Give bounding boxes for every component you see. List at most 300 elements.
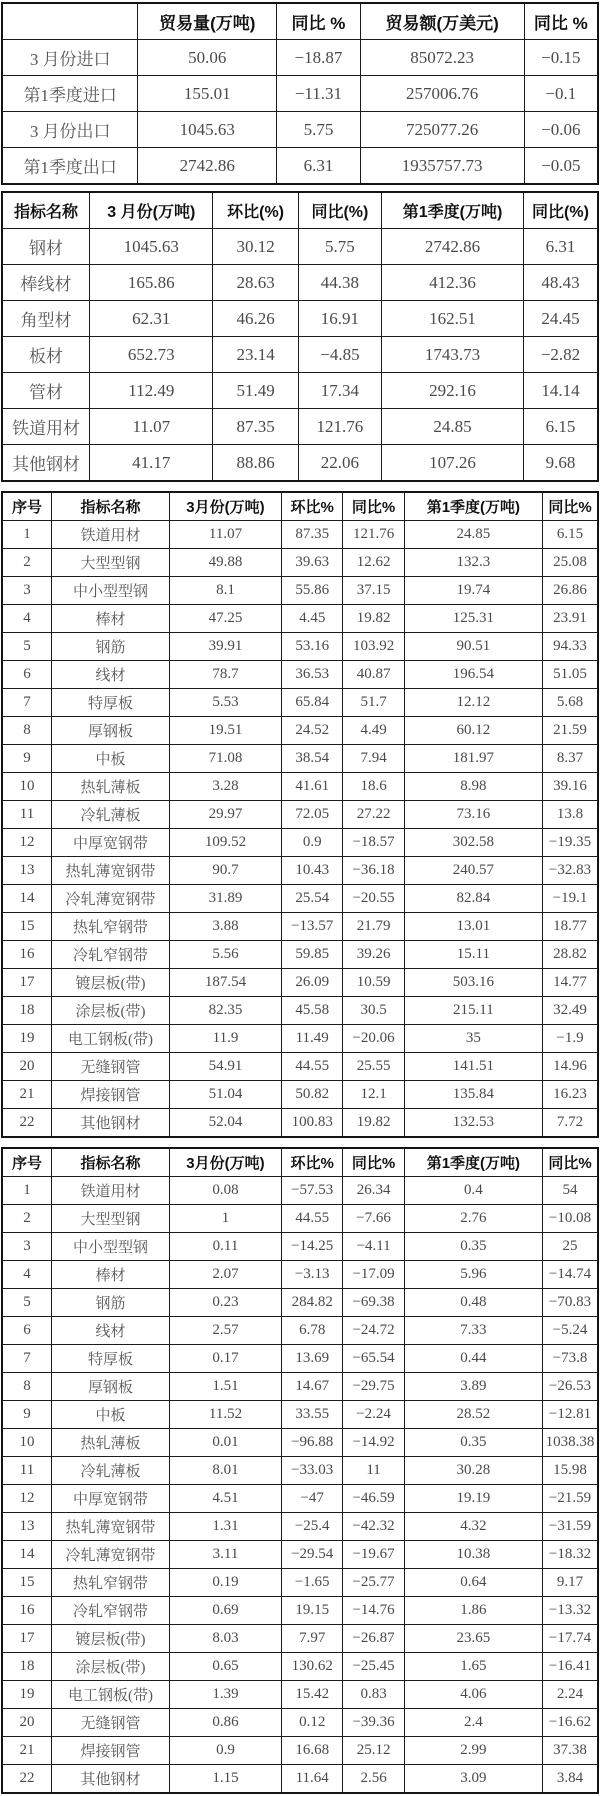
value-cell: 13.69 [282,1345,343,1373]
column-header: 第1季度(万吨) [404,1148,542,1177]
value-cell: 135.84 [404,1081,542,1109]
value-cell: 30.5 [343,997,404,1025]
value-cell: 10.43 [282,857,343,885]
value-cell: 165.86 [90,265,213,301]
value-cell: −19.67 [343,1541,404,1569]
row-label: 铁道用材 [51,1177,169,1205]
row-label: 焊接钢管 [51,1737,169,1765]
trade-summary-table [1,2,599,185]
value-cell: 44.38 [298,265,381,301]
value-cell: 25.54 [282,885,343,913]
value-cell: −18.32 [543,1541,598,1569]
value-cell: 4.49 [343,717,404,745]
row-label: 冷轧薄宽钢带 [51,1541,169,1569]
value-cell: −42.32 [343,1513,404,1541]
value-cell: 48.43 [523,265,598,301]
value-cell: 54.91 [169,1053,281,1081]
value-cell: 19 [2,1025,51,1053]
value-cell: −17.09 [343,1261,404,1289]
table-row [2,265,598,301]
value-cell: 412.36 [382,265,524,301]
table-row [2,1541,598,1569]
value-cell: 4.51 [169,1485,281,1513]
row-label: 中小型型钢 [51,1233,169,1261]
value-cell: 21.59 [543,717,598,745]
value-cell: 21 [2,1737,51,1765]
value-cell: 25 [543,1233,598,1261]
value-cell: 3.09 [404,1765,542,1794]
row-label: 板材 [2,337,90,373]
row-label: 角型材 [2,301,90,337]
export-detail-table [1,491,599,1138]
value-cell: 4.06 [404,1681,542,1709]
value-cell: 14 [2,1541,51,1569]
value-cell: 5.56 [169,941,281,969]
row-label: 热轧窄钢带 [51,913,169,941]
table-row [2,1261,598,1289]
value-cell: 26.86 [543,577,598,605]
value-cell: 1.86 [404,1597,542,1625]
value-cell: 12.12 [404,689,542,717]
value-cell: 24.45 [523,301,598,337]
table-row [2,633,598,661]
row-label: 冷轧薄板 [51,801,169,829]
column-header: 同比% [543,1148,598,1177]
row-label: 涂层板(带) [51,997,169,1025]
row-label: 其他钢材 [2,445,90,482]
table-row [2,1109,598,1138]
value-cell: 13 [2,857,51,885]
table-row [2,1373,598,1401]
value-cell: 103.92 [343,633,404,661]
value-cell: 2.4 [404,1709,542,1737]
value-cell: −1.65 [282,1569,343,1597]
value-cell: 41.17 [90,445,213,482]
table-row [2,885,598,913]
value-cell: 725077.26 [360,112,524,148]
row-label: 涂层板(带) [51,1653,169,1681]
row-label: 镀层板(带) [51,969,169,997]
value-cell: 5.75 [298,229,381,265]
column-header: 指标名称 [2,192,90,229]
column-header: 序号 [2,492,51,521]
value-cell: 1 [2,1177,51,1205]
row-label: 钢材 [2,229,90,265]
column-header: 第1季度(万吨) [382,192,524,229]
table-row [2,1681,598,1709]
value-cell: 3 [2,1233,51,1261]
value-cell: 7.33 [404,1317,542,1345]
value-cell: 2 [2,549,51,577]
value-cell: 51.05 [543,661,598,689]
value-cell: −25.77 [343,1569,404,1597]
value-cell: 2.07 [169,1261,281,1289]
table-row [2,1737,598,1765]
row-label: 热轧薄宽钢带 [51,857,169,885]
value-cell: 46.26 [213,301,298,337]
row-label: 管材 [2,373,90,409]
value-cell: 11 [343,1457,404,1485]
value-cell: 15 [2,913,51,941]
value-cell: −0.06 [524,112,598,148]
value-cell: 7 [2,1345,51,1373]
value-cell: 3 [2,577,51,605]
table-row [2,605,598,633]
value-cell: 13.01 [404,913,542,941]
row-label: 棒材 [51,605,169,633]
column-header: 贸易量(万吨) [138,3,277,40]
value-cell: 7.94 [343,745,404,773]
value-cell: 49.88 [169,549,281,577]
table-row [2,1625,598,1653]
value-cell: 1045.63 [138,112,277,148]
value-cell: 12.62 [343,549,404,577]
value-cell: 22 [2,1765,51,1794]
value-cell: −2.24 [343,1401,404,1429]
value-cell: 17 [2,969,51,997]
column-header: 环比(%) [213,192,298,229]
value-cell: 39.91 [169,633,281,661]
value-cell: −57.53 [282,1177,343,1205]
row-label: 其他钢材 [51,1109,169,1138]
value-cell: 13 [2,1513,51,1541]
column-header: 同比% [343,492,404,521]
value-cell: 19.19 [404,1485,542,1513]
value-cell: 9 [2,745,51,773]
value-cell: 26.34 [343,1177,404,1205]
value-cell: 10 [2,1429,51,1457]
value-cell: −7.66 [343,1205,404,1233]
row-label: 铁道用材 [51,521,169,549]
value-cell: 11.49 [282,1025,343,1053]
value-cell: 25.55 [343,1053,404,1081]
value-cell: 21 [2,1081,51,1109]
value-cell: 15 [2,1569,51,1597]
value-cell: 90.51 [404,633,542,661]
value-cell: 17 [2,1625,51,1653]
table-row [2,1081,598,1109]
value-cell: 27.22 [343,801,404,829]
value-cell: 82.35 [169,997,281,1025]
row-label: 特厚板 [51,1345,169,1373]
row-label: 热轧薄板 [51,1429,169,1457]
value-cell: 6.31 [277,148,360,185]
value-cell: −29.75 [343,1373,404,1401]
value-cell: 62.31 [90,301,213,337]
value-cell: 109.52 [169,829,281,857]
value-cell: −0.1 [524,76,598,112]
value-cell: 2.24 [543,1681,598,1709]
value-cell: 1743.73 [382,337,524,373]
value-cell: 25.08 [543,549,598,577]
row-label: 热轧薄宽钢带 [51,1513,169,1541]
table-row [2,689,598,717]
value-cell: −12.81 [543,1401,598,1429]
value-cell: −0.15 [524,40,598,76]
value-cell: −26.87 [343,1625,404,1653]
value-cell: 6.15 [543,521,598,549]
value-cell: 24.52 [282,717,343,745]
value-cell: 24.85 [382,409,524,445]
value-cell: −36.18 [343,857,404,885]
value-cell: 0.19 [169,1569,281,1597]
value-cell: 21.79 [343,913,404,941]
table-row [2,1205,598,1233]
value-cell: 1 [2,521,51,549]
value-cell: 1.15 [169,1765,281,1794]
value-cell: 100.83 [282,1109,343,1138]
table-row [2,76,598,112]
value-cell: 112.49 [90,373,213,409]
value-cell: −46.59 [343,1485,404,1513]
value-cell: 1935757.73 [360,148,524,185]
value-cell: 132.53 [404,1109,542,1138]
value-cell: 85072.23 [360,40,524,76]
value-cell: 8.01 [169,1457,281,1485]
value-cell: 44.55 [282,1205,343,1233]
value-cell: 4 [2,605,51,633]
value-cell: 44.55 [282,1053,343,1081]
row-label: 电工钢板(带) [51,1025,169,1053]
value-cell: 16.91 [298,301,381,337]
row-label: 焊接钢管 [51,1081,169,1109]
value-cell: 6 [2,661,51,689]
column-header [2,3,138,40]
value-cell: 3.11 [169,1541,281,1569]
value-cell: 107.26 [382,445,524,482]
value-cell: −19.1 [543,885,598,913]
value-cell: 14.14 [523,373,598,409]
table-row [2,1709,598,1737]
value-cell: 51.04 [169,1081,281,1109]
column-header: 指标名称 [51,492,169,521]
value-cell: 0.83 [343,1681,404,1709]
column-header: 第1季度(万吨) [404,492,542,521]
value-cell: −5.24 [543,1317,598,1345]
value-cell: 121.76 [298,409,381,445]
value-cell: 14.77 [543,969,598,997]
table-row [2,661,598,689]
value-cell: 9 [2,1401,51,1429]
value-cell: 5 [2,1289,51,1317]
value-cell: 0.35 [404,1233,542,1261]
value-cell: 16.23 [543,1081,598,1109]
header-row [2,1148,598,1177]
table-row [2,1177,598,1205]
value-cell: 16 [2,1597,51,1625]
value-cell: 6 [2,1317,51,1345]
value-cell: −25.4 [282,1513,343,1541]
value-cell: 0.9 [282,829,343,857]
value-cell: 8.03 [169,1625,281,1653]
value-cell: 8.98 [404,773,542,801]
value-cell: −4.11 [343,1233,404,1261]
value-cell: 59.85 [282,941,343,969]
value-cell: 82.84 [404,885,542,913]
value-cell: 8.37 [543,745,598,773]
table-row [2,1233,598,1261]
value-cell: 22 [2,1109,51,1138]
row-label: 大型型钢 [51,549,169,577]
value-cell: 18.6 [343,773,404,801]
value-cell: 51.7 [343,689,404,717]
value-cell: −11.31 [277,76,360,112]
value-cell: 53.16 [282,633,343,661]
value-cell: 54 [543,1177,598,1205]
value-cell: 1.39 [169,1681,281,1709]
header-row [2,192,598,229]
value-cell: 1 [169,1205,281,1233]
value-cell: 0.17 [169,1345,281,1373]
value-cell: 78.7 [169,661,281,689]
value-cell: 10.59 [343,969,404,997]
value-cell: 12.1 [343,1081,404,1109]
table-row [2,1513,598,1541]
value-cell: 3.88 [169,913,281,941]
table-row [2,1025,598,1053]
value-cell: −3.13 [282,1261,343,1289]
value-cell: 4 [2,1261,51,1289]
value-cell: 0.4 [404,1177,542,1205]
value-cell: −19.35 [543,829,598,857]
value-cell: 11.64 [282,1765,343,1794]
value-cell: −2.82 [523,337,598,373]
value-cell: 9.17 [543,1569,598,1597]
value-cell: 31.89 [169,885,281,913]
value-cell: 15.11 [404,941,542,969]
value-cell: 30.12 [213,229,298,265]
row-label: 铁道用材 [2,409,90,445]
value-cell: −14.25 [282,1233,343,1261]
row-label: 无缝钢管 [51,1053,169,1081]
value-cell: 181.97 [404,745,542,773]
value-cell: −14.76 [343,1597,404,1625]
value-cell: 240.57 [404,857,542,885]
value-cell: 10 [2,773,51,801]
header-row [2,3,598,40]
row-label: 钢筋 [51,1289,169,1317]
table-row [2,1597,598,1625]
value-cell: 0.08 [169,1177,281,1205]
value-cell: 19.74 [404,577,542,605]
table-row [2,409,598,445]
row-label: 镀层板(带) [51,1625,169,1653]
column-header: 同比% [343,1148,404,1177]
value-cell: 16.68 [282,1737,343,1765]
row-label: 冷轧薄板 [51,1457,169,1485]
value-cell: 5.75 [277,112,360,148]
value-cell: 36.53 [282,661,343,689]
value-cell: −70.83 [543,1289,598,1317]
value-cell: −14.74 [543,1261,598,1289]
value-cell: 187.54 [169,969,281,997]
row-label: 电工钢板(带) [51,1681,169,1709]
row-label: 热轧窄钢带 [51,1569,169,1597]
value-cell: −73.8 [543,1345,598,1373]
value-cell: −16.62 [543,1709,598,1737]
header-row [2,492,598,521]
value-cell: 23.91 [543,605,598,633]
value-cell: 284.82 [282,1289,343,1317]
table-row [2,1317,598,1345]
value-cell: −4.85 [298,337,381,373]
value-cell: −25.45 [343,1653,404,1681]
table-row [2,997,598,1025]
column-header: 同比 % [524,3,598,40]
value-cell: 130.62 [282,1653,343,1681]
value-cell: 7 [2,689,51,717]
table-row [2,1569,598,1597]
value-cell: −69.38 [343,1289,404,1317]
column-header: 环比% [282,492,343,521]
value-cell: 40.87 [343,661,404,689]
value-cell: −96.88 [282,1429,343,1457]
row-label: 棒材 [51,1261,169,1289]
value-cell: 23.65 [404,1625,542,1653]
value-cell: 125.31 [404,605,542,633]
table-row [2,521,598,549]
value-cell: −20.55 [343,885,404,913]
row-label: 线材 [51,661,169,689]
value-cell: 14 [2,885,51,913]
value-cell: 0.23 [169,1289,281,1317]
value-cell: 14.67 [282,1373,343,1401]
value-cell: 5 [2,633,51,661]
value-cell: 0.12 [282,1709,343,1737]
value-cell: 28.82 [543,941,598,969]
value-cell: 11.9 [169,1025,281,1053]
value-cell: 73.16 [404,801,542,829]
table-row [2,301,598,337]
row-label: 热轧薄板 [51,773,169,801]
value-cell: −1.9 [543,1025,598,1053]
table-row [2,773,598,801]
table-row [2,913,598,941]
table-row [2,549,598,577]
value-cell: 60.12 [404,717,542,745]
value-cell: 8.1 [169,577,281,605]
value-cell: 19.82 [343,605,404,633]
value-cell: 0.44 [404,1345,542,1373]
row-label: 无缝钢管 [51,1709,169,1737]
table-row [2,745,598,773]
value-cell: 11 [2,1457,51,1485]
value-cell: 8 [2,1373,51,1401]
value-cell: 39.16 [543,773,598,801]
value-cell: 55.86 [282,577,343,605]
value-cell: 23.14 [213,337,298,373]
column-header: 3月份(万吨) [169,492,281,521]
row-label: 第1季度进口 [2,76,138,112]
value-cell: 18 [2,1653,51,1681]
table-row [2,1765,598,1794]
value-cell: 215.11 [404,997,542,1025]
value-cell: 1.51 [169,1373,281,1401]
value-cell: 1045.63 [90,229,213,265]
row-label: 3 月份进口 [2,40,138,76]
value-cell: 9.68 [523,445,598,482]
value-cell: 3.28 [169,773,281,801]
value-cell: −26.53 [543,1373,598,1401]
value-cell: 14.96 [543,1053,598,1081]
table-row [2,857,598,885]
value-cell: −14.92 [343,1429,404,1457]
column-header: 3 月份(万吨) [90,192,213,229]
value-cell: 94.33 [543,633,598,661]
value-cell: 50.06 [138,40,277,76]
value-cell: 2742.86 [138,148,277,185]
value-cell: 132.3 [404,549,542,577]
